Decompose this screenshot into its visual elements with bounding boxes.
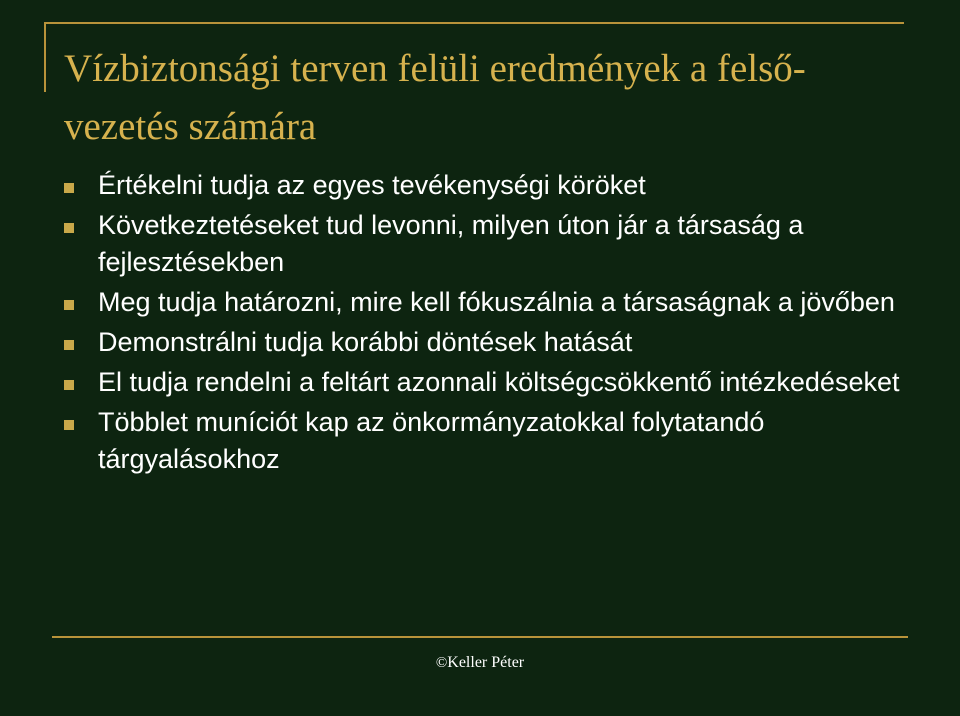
footer-author: Keller Péter	[447, 654, 525, 671]
bullet-item	[64, 324, 904, 361]
square-bullet-icon	[64, 380, 74, 390]
bullet-text: Meg tudja határozni, mire kell fókuszálnia a társaságnak a jövőben	[98, 287, 895, 317]
bottom-rule	[52, 636, 908, 638]
top-rule	[44, 22, 904, 24]
square-bullet-icon	[64, 183, 74, 193]
bullet-text: Következtetéseket tud levonni, milyen úton jár a társaság a fejlesztésekben	[98, 210, 804, 277]
bullet-item	[64, 284, 904, 321]
bullet-item	[64, 404, 904, 478]
left-rule	[44, 22, 46, 92]
bullet-text: Többlet muníciót kap az önkormányzatokkal folytatandó tárgyalásokhoz	[98, 407, 765, 474]
square-bullet-icon	[64, 300, 74, 310]
slide-title: Vízbiztonsági terven felüli eredmények a felső-vezetés számára	[64, 47, 806, 148]
bullet-item	[64, 364, 904, 401]
bullet-list	[64, 167, 904, 478]
copyright-symbol: ©	[435, 655, 448, 671]
bullet-item	[64, 167, 904, 204]
square-bullet-icon	[64, 223, 74, 233]
bullet-text: Értékelni tudja az egyes tevékenységi köröket	[98, 170, 646, 200]
square-bullet-icon	[64, 420, 74, 430]
bullet-text: El tudja rendelni a feltárt azonnali költségcsökkentő intézkedéseket	[98, 367, 900, 397]
bullet-item	[64, 207, 904, 281]
footer	[0, 654, 960, 672]
square-bullet-icon	[64, 340, 74, 350]
bullet-text: Demonstrálni tudja korábbi döntések hatását	[98, 327, 633, 357]
